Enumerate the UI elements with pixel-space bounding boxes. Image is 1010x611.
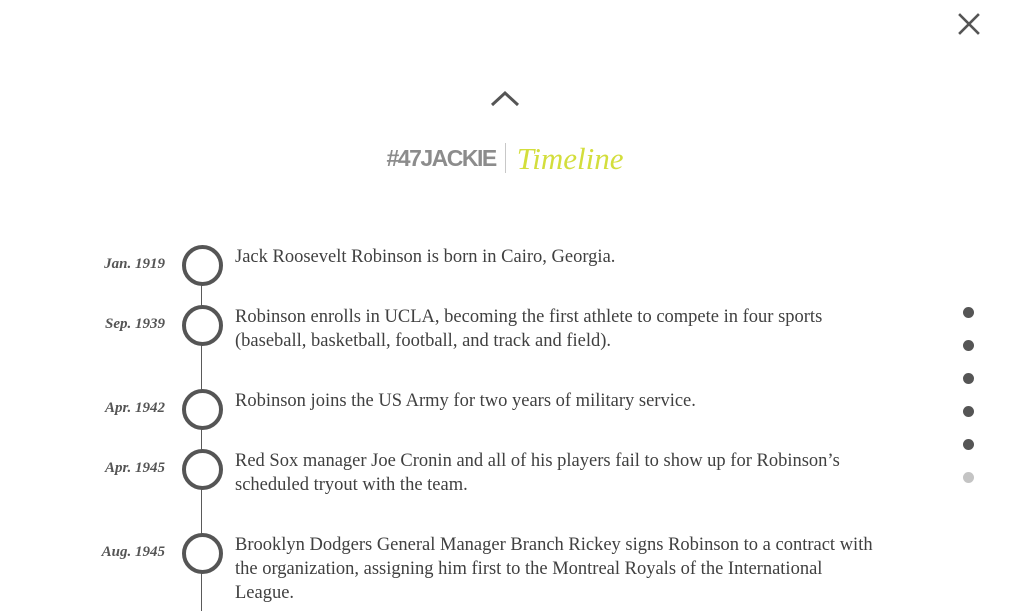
event-text: Jack Roosevelt Robinson is born in Cairo, Georgia. [235,247,616,267]
pagination-dot[interactable] [963,406,974,417]
scroll-up-button[interactable] [489,89,521,107]
pagination-dot[interactable] [963,340,974,351]
pagination-dot[interactable] [963,439,974,450]
close-icon [956,11,982,37]
page-title: Timeline [516,140,624,176]
event-text: Robinson enrolls in UCLA, becoming the first athlete to compete in four sports (baseball, basketball, football, and track and field). [235,307,823,351]
pagination-dot[interactable] [963,307,974,318]
title-divider [505,143,506,173]
event-date: Apr. 1942 [104,400,165,416]
event-date: Sep. 1939 [105,316,165,332]
pagination-dot[interactable] [963,472,974,483]
chevron-up-icon [489,89,521,107]
event-date: Apr. 1945 [104,460,165,476]
event-marker [182,305,223,346]
brand-logo: #47JACKIE [386,144,496,171]
event-date: Aug. 1945 [101,544,165,560]
event-marker [182,533,223,574]
event-text: Red Sox manager Joe Cronin and all of his players fail to show up for Robinson’s scheduled tryout with the team. [235,451,840,495]
close-button[interactable] [956,11,982,37]
section-pagination [963,307,975,505]
event-text: Brooklyn Dodgers General Manager Branch Rickey signs Robinson to a contract with the organization, assigning him first to the Montreal Royals of the International League. [235,535,873,603]
event-marker [182,389,223,430]
pagination-dot[interactable] [963,373,974,384]
event-text: Robinson joins the US Army for two years of military service. [235,391,696,411]
event-date: Jan. 1919 [104,256,165,272]
event-marker [182,245,223,286]
event-marker [182,449,223,490]
page-header [0,138,1010,178]
